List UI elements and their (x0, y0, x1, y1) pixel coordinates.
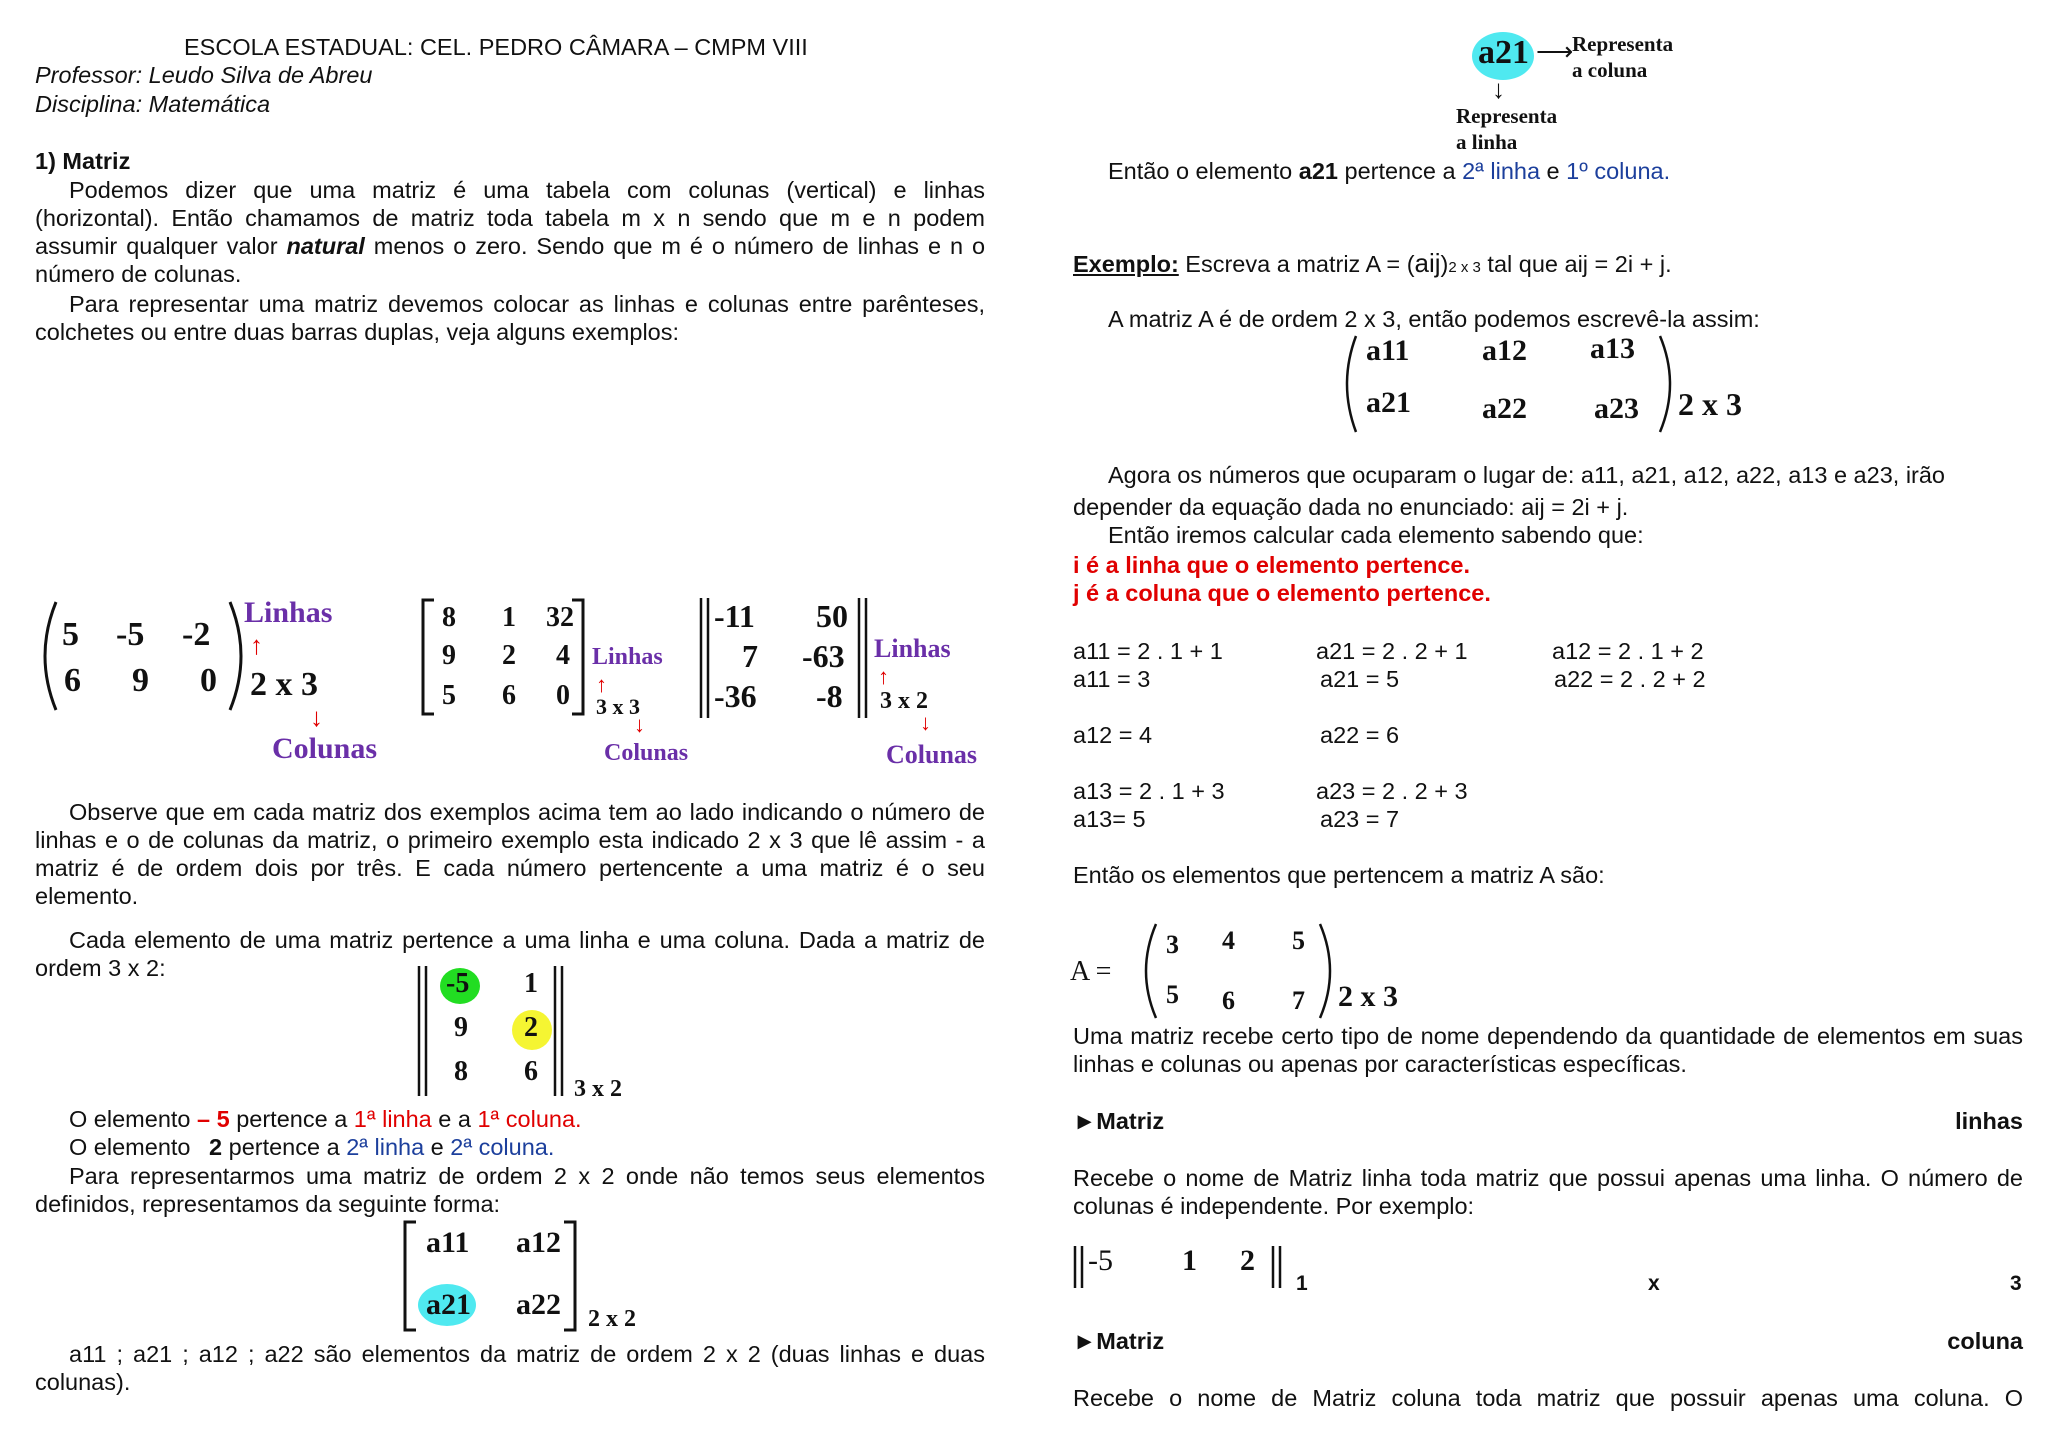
intro-text-a: Podemos dizer que uma matriz é uma tabela com colunas (vertical) e linhas (horizontal). Então chamamos de matriz toda tabela m x n sendo que m e n podem assumir qualquer valor (35, 177, 985, 259)
a21-diagram (1456, 28, 1706, 158)
m2-r1c1: 8 (442, 602, 456, 633)
generic-matrix-2x3 (1336, 334, 1756, 438)
m3-r2c2: -63 (802, 638, 845, 674)
then-c: e (1540, 158, 1567, 184)
g-order: 2 x 3 (1678, 386, 1742, 422)
calc-r1c2: a21 = 2 . 2 + 1 (1316, 638, 1468, 664)
m32-r3c2: 6 (524, 1056, 538, 1087)
calc-text: Então iremos calcular cada elemento sabendo que: (1108, 522, 1644, 548)
linha-head-a: ►Matriz (1073, 1108, 1165, 1134)
g-a23: a23 (1594, 392, 1639, 425)
matriz-coluna-heading (1073, 1328, 2023, 1355)
matrix-2x2 (402, 1218, 662, 1338)
m32-r1c2: 1 (524, 968, 538, 999)
result-matrix-a (1070, 922, 1430, 1022)
m1-order: 2 x 3 (250, 666, 318, 703)
row-order-3: 3 (2010, 1272, 2022, 1295)
m2-colunas-label: Colunas (604, 740, 689, 766)
m22-order: 2 x 2 (588, 1306, 636, 1332)
a-r1c1: 3 (1166, 930, 1179, 959)
m3-order: 3 x 2 (880, 688, 928, 714)
m32-order: 3 x 2 (574, 1076, 622, 1102)
matriz-linha-heading (1073, 1108, 2023, 1135)
now-text-1: Agora os números que ocuparam o lugar de: a11, a21, a12, a22, a13 e a23, irão (1108, 462, 1946, 488)
m1-r1c2: -5 (116, 616, 145, 653)
element-paragraph: Cada elemento de uma matriz pertence a uma linha e uma coluna. Dada a matriz de ordem 3 x 2: (35, 927, 985, 981)
g-a22: a22 (1482, 392, 1527, 425)
calc-r2c1: a11 = 3 (1073, 666, 1151, 692)
coluna-head-a: ►Matriz (1073, 1328, 1165, 1354)
represent-2x2-paragraph: Para representarmos uma matriz de ordem 2 x 2 onde não temos seus elementos definidos, representamos da seguinte forma: (35, 1163, 985, 1217)
example-line (1073, 248, 1672, 279)
type-paragraph: Uma matriz recebe certo tipo de nome dependendo da quantidade de elementos em suas linhas e colunas ou apenas por características específicas. (1073, 1023, 2023, 1077)
calc-r3c1: a12 = 4 (1073, 722, 1153, 748)
left-bracket (402, 1220, 418, 1332)
school-header: ESCOLA ESTADUAL: CEL. PEDRO CÂMARA – CMPM VIII (184, 34, 808, 60)
row-order-x: x (1648, 1272, 1660, 1295)
m22-a22: a22 (516, 1288, 561, 1321)
row-el-3: 2 (1240, 1244, 1255, 1277)
l2-a: O elemento (69, 1134, 198, 1160)
linha-head-b: linhas (1955, 1108, 2023, 1134)
a-r2c1: 5 (1166, 980, 1179, 1009)
m1-colunas-label: Colunas (272, 732, 378, 765)
calc-r1c3: a12 = 2 . 1 + 2 (1552, 638, 1704, 664)
diagram-element: a21 (1478, 34, 1529, 71)
j-rule: j é a coluna que o elemento pertence. (1073, 580, 1491, 606)
calc-r2c2: a21 = 5 (1320, 666, 1400, 692)
a-r2c3: 7 (1292, 986, 1305, 1015)
m1-linhas-label: Linhas (244, 596, 333, 629)
then-b: pertence a (1337, 158, 1463, 184)
right-bracket (562, 1220, 578, 1332)
right-double-bar (1270, 1244, 1284, 1290)
up-arrow-icon: ↑ (878, 664, 889, 689)
i-rule: i é a linha que o elemento pertence. (1073, 552, 1470, 578)
then-el: a21 (1298, 158, 1338, 184)
a-r1c3: 5 (1292, 926, 1305, 955)
m2-r3c2: 6 (502, 680, 516, 711)
m2-r3c1: 5 (442, 680, 456, 711)
up-arrow-icon: ↑ (250, 630, 263, 660)
down-arrow-icon: ↓ (634, 712, 645, 737)
example-text-b: ) (1440, 251, 1449, 277)
right-arrow-icon: ⟶ (1536, 36, 1574, 66)
left-paren (32, 600, 62, 712)
example-text-a: Escreva a matriz A = ( (1178, 251, 1415, 277)
example-order: 2 x 3 (1448, 259, 1481, 276)
natural-word: natural (286, 233, 365, 259)
professor-line: Professor: Leudo Silva de Abreu (35, 62, 373, 88)
left-bracket (420, 598, 436, 716)
left-paren (1134, 922, 1160, 1020)
col-label-1: Representa (1572, 32, 1674, 56)
elements-text: Então os elementos que pertencem a matriz A são: (1073, 862, 1605, 888)
col-label-2: a coluna (1572, 58, 1648, 82)
m2-r2c1: 9 (442, 640, 456, 671)
m3-linhas-label: Linhas (874, 634, 951, 663)
m32-r2c1: 9 (454, 1012, 468, 1043)
row-label-2: a linha (1456, 130, 1518, 154)
left-paren (1336, 334, 1360, 434)
m22-a11: a11 (426, 1226, 470, 1259)
m22-caption: a11 ; a21 ; a12 ; a22 são elementos da matriz de ordem 2 x 2 (duas linhas e duas colunas). (35, 1341, 985, 1395)
example-matrix-2 (420, 596, 689, 776)
calc-r5c2: a23 = 7 (1320, 806, 1400, 832)
left-double-bar (1072, 1244, 1086, 1290)
linha-paragraph: Recebe o nome de Matriz linha toda matriz que possui apenas uma linha. O número de colunas é independente. Por exemplo: (1073, 1165, 2023, 1219)
m2-order: 3 x 3 (596, 694, 640, 719)
example-aij: aij (1414, 248, 1441, 278)
example-matrix-1 (32, 596, 392, 776)
l2-c: e (424, 1134, 451, 1160)
g-a13: a13 (1590, 332, 1635, 365)
calc-r4c1: a13 = 2 . 1 + 3 (1073, 778, 1225, 804)
left-double-bar (416, 964, 430, 1098)
m1-r2c2: 9 (132, 662, 149, 699)
m32-r2c2: 2 (524, 1012, 538, 1043)
example-matrix-3 (698, 594, 988, 776)
row-el-2: 1 (1182, 1244, 1197, 1277)
element-line-1 (69, 1106, 582, 1133)
then-line (1108, 158, 1670, 185)
m3-r3c1: -36 (714, 678, 757, 714)
then-col: 1º coluna. (1566, 158, 1671, 184)
m1-r2c3: 0 (200, 662, 217, 699)
g-a21: a21 (1366, 386, 1411, 419)
right-bracket (570, 598, 586, 716)
m3-r2c1: 7 (742, 638, 758, 674)
l1-col: 1ª coluna. (477, 1106, 582, 1132)
m2-linhas-label: Linhas (592, 644, 663, 670)
discipline-line: Disciplina: Matemática (35, 91, 271, 117)
m2-r2c3: 4 (556, 640, 570, 671)
m3-colunas-label: Colunas (886, 740, 978, 769)
m32-r1c1: -5 (446, 968, 470, 999)
intro-text-b: menos o zero. Sendo que m é o número de linhas e n o número de colunas. (35, 233, 986, 287)
matrix-3x2 (416, 960, 646, 1110)
now-text-2: depender da equação dada no enunciado: aij = 2i + j. (1073, 494, 1629, 520)
m2-r1c3: 32 (546, 602, 574, 633)
m22-a12: a12 (516, 1226, 561, 1259)
row-matrix (1072, 1240, 2032, 1300)
coluna-paragraph: Recebe o nome de Matriz coluna toda matriz que possuir apenas uma coluna. O (1073, 1385, 2023, 1411)
l2-col: 2ª coluna. (450, 1134, 555, 1160)
m1-r2c1: 6 (64, 662, 81, 699)
represent-paragraph: Para representar uma matriz devemos colocar as linhas e colunas entre parênteses, colchetes ou entre duas barras duplas, veja alguns exemplos: (35, 291, 985, 345)
m2-r1c2: 1 (502, 602, 516, 633)
l1-row: 1ª linha (353, 1106, 432, 1132)
right-double-bar (856, 596, 870, 720)
m22-a21: a21 (426, 1288, 471, 1321)
l1-val: – 5 (197, 1106, 230, 1132)
down-arrow-icon: ↓ (920, 710, 931, 735)
calc-r5c1: a13= 5 (1073, 806, 1146, 832)
calc-r4c2: a23 = 2 . 2 + 3 (1316, 778, 1468, 804)
up-arrow-icon: ↑ (596, 672, 607, 697)
a-r2c2: 6 (1222, 986, 1235, 1015)
calc-r2c3: a22 = 2 . 2 + 2 (1554, 666, 1706, 692)
l1-c: e a (431, 1106, 478, 1132)
example-text-c: tal que (1480, 251, 1565, 277)
m2-r2c2: 2 (502, 640, 516, 671)
down-arrow-icon: ↓ (310, 702, 323, 732)
left-double-bar (698, 596, 712, 720)
a-label: A = (1070, 956, 1112, 987)
coluna-head-b: coluna (1947, 1328, 2023, 1354)
g-a12: a12 (1482, 334, 1527, 367)
a-order: 2 x 3 (1338, 980, 1398, 1013)
m3-r3c2: -8 (816, 678, 843, 714)
example-rule: aij = 2i + j. (1564, 251, 1672, 277)
m3-r1c2: 50 (816, 598, 848, 634)
l1-b: pertence a (229, 1106, 354, 1132)
l2-b: pertence a (222, 1134, 347, 1160)
m1-r1c3: -2 (182, 616, 211, 653)
observe-paragraph: Observe que em cada matriz dos exemplos acima tem ao lado indicando o número de linhas e o de colunas da matriz, o primeiro exemplo esta indicado 2 x 3 que lê assim - a matriz é de ordem dois por três. E cada número pertencente a uma matriz é o seu elemento. (35, 799, 985, 909)
then-a: Então o elemento (1108, 158, 1299, 184)
right-double-bar (552, 964, 566, 1098)
intro-paragraph (35, 176, 985, 288)
down-arrow-icon: ↓ (1492, 74, 1505, 104)
row-label-1: Representa (1456, 104, 1558, 128)
m1-r1c1: 5 (62, 616, 79, 653)
l2-val: 2 (209, 1134, 223, 1160)
g-a11: a11 (1366, 334, 1410, 367)
example-label: Exemplo: (1073, 251, 1179, 277)
element-line-2 (69, 1134, 554, 1161)
l2-row: 2ª linha (346, 1134, 425, 1160)
row-order-1: 1 (1296, 1272, 1308, 1295)
row-el-1: -5 (1088, 1244, 1113, 1277)
m32-r3c1: 8 (454, 1056, 468, 1087)
m2-r3c3: 0 (556, 680, 570, 711)
calc-r3c2: a22 = 6 (1320, 722, 1400, 748)
order-text: A matriz A é de ordem 2 x 3, então podemos escrevê-la assim: (1108, 306, 1760, 332)
l1-a: O elemento (69, 1106, 198, 1132)
section-title: 1) Matriz (35, 148, 131, 174)
calc-r1c1: a11 = 2 . 1 + 1 (1073, 638, 1223, 664)
m3-r1c1: -11 (714, 598, 755, 634)
a-r1c2: 4 (1222, 926, 1235, 955)
then-row: 2ª linha (1462, 158, 1541, 184)
